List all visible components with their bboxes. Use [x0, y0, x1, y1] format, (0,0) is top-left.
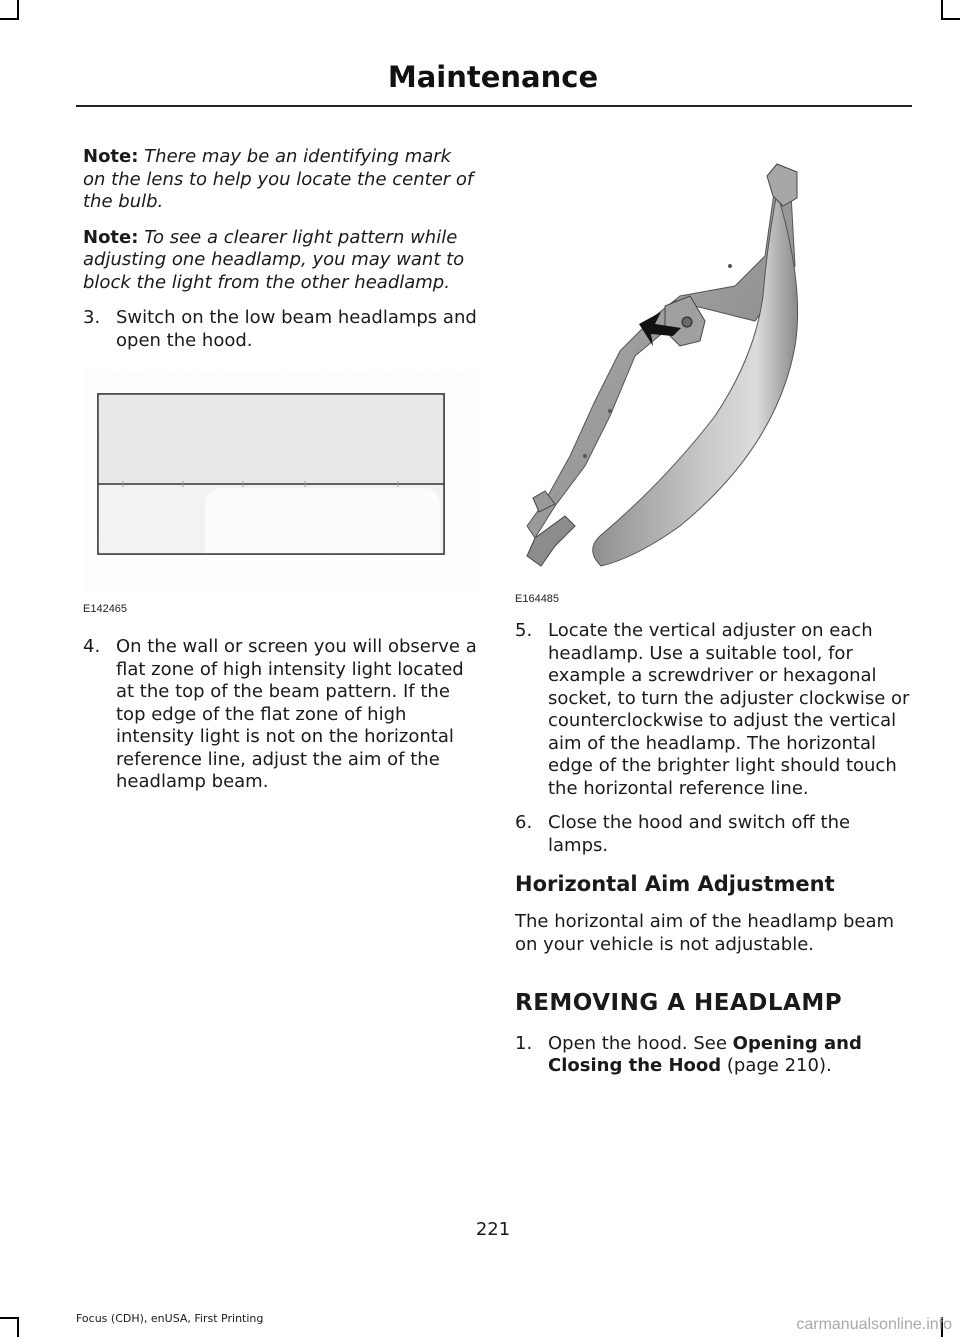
step-text: Close the hood and switch off the lamps. [548, 812, 851, 856]
figure-code: E142465 [83, 603, 128, 615]
step-5 [515, 620, 915, 800]
crop-mark [0, 1317, 19, 1319]
heading-removing-headlamp: REMOVING A HEADLAMP [515, 990, 843, 1016]
left-column [83, 146, 479, 806]
note-identifying-mark [83, 146, 479, 214]
step-number: 5. [515, 620, 533, 641]
watermark: carmanualsonline.info [796, 1316, 952, 1333]
page-number: 221 [475, 1219, 511, 1240]
steps-list [83, 636, 479, 794]
crop-mark [0, 18, 19, 20]
step-number: 1. [515, 1032, 533, 1054]
step-1 [515, 1033, 915, 1078]
step-text: Switch on the low beam headlamps and open the hood. [116, 307, 477, 351]
note-text: To see a clearer light pattern while adjusting one headlamp, you may want to block the light from the other headlamp. [83, 226, 465, 293]
right-column [515, 146, 915, 1090]
page-title: Maintenance [387, 60, 599, 94]
step-6 [515, 812, 915, 857]
steps-list [83, 307, 479, 352]
crop-mark [941, 0, 943, 20]
steps-list [515, 1033, 915, 1078]
note-clearer-pattern [83, 227, 479, 295]
note-text: There may be an identifying mark on the lens to help you locate the center of the bulb. [83, 146, 474, 212]
note-label: Note: [83, 226, 139, 248]
step-4 [83, 636, 479, 794]
crop-mark [17, 1317, 19, 1337]
paragraph-horizontal-aim: The horizontal aim of the headlamp beam on your vehicle is not adjustable. [515, 911, 895, 955]
step-3 [83, 307, 479, 352]
figure-headlamp-adjuster [515, 146, 915, 606]
vertical-adjuster [682, 317, 692, 327]
steps-list [515, 620, 915, 857]
crop-mark [17, 0, 19, 20]
step-number: 3. [83, 307, 101, 328]
figure-beam-pattern [83, 370, 479, 620]
page-reference: (page 210). [726, 1055, 832, 1076]
footer-edition: Focus (CDH), enUSA, First Printing [76, 1312, 264, 1325]
crop-mark [941, 18, 960, 20]
header-rule [76, 105, 912, 107]
step-number: 6. [515, 812, 533, 833]
step-text: Locate the vertical adjuster on each headlamp. Use a suitable tool, for example a screwdriver or hexagonal socket, to turn the adjuster clockwise or counterclockwise to adjust the vertical aim of the headlamp. The horizontal edge of the brighter light should touch the horizontal reference line. [548, 620, 910, 799]
cross-reference-link[interactable]: Opening and Closing the Hood [548, 1032, 862, 1076]
beam-pattern-illustration [83, 370, 479, 592]
note-label: Note: [83, 146, 139, 167]
step-text: Open the hood. See [548, 1032, 727, 1054]
heading-horizontal-aim: Horizontal Aim Adjustment [515, 872, 835, 896]
step-text: On the wall or screen you will observe a flat zone of high intensity light located at the top of the beam pattern. If the top edge of the flat zone of high intensity light is not on the horizontal reference line, adjust the aim of the headlamp beam. [116, 636, 477, 792]
step-number: 4. [83, 636, 101, 657]
figure-code: E164485 [515, 593, 560, 605]
headlamp-illustration [515, 146, 915, 586]
